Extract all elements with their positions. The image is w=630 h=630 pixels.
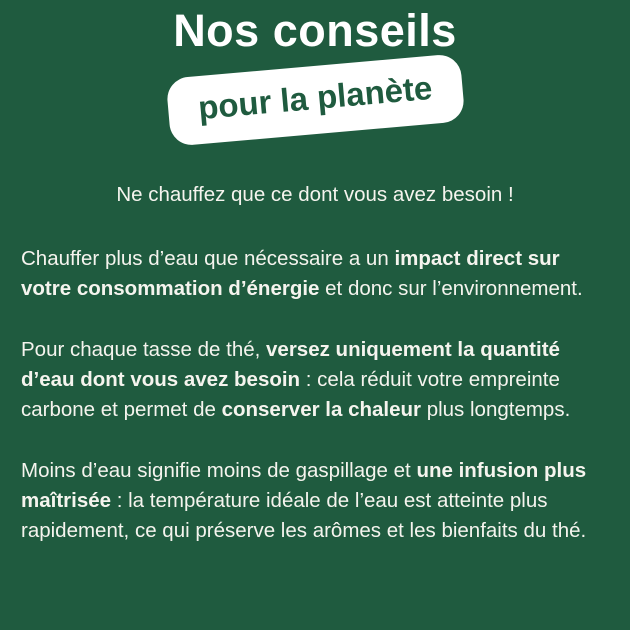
body-paragraphs [21, 244, 609, 546]
title-badge [165, 53, 465, 146]
paragraph-water-quantity [21, 335, 609, 425]
title-badge-container [21, 66, 609, 158]
subtitle: Ne chauffez que ce dont vous avez besoin ! [116, 182, 514, 206]
text-segment: plus longtemps. [421, 398, 571, 422]
bold-segment: une infusion plus maîtrisée [21, 459, 587, 513]
bold-segment: conserver la chaleur [221, 398, 421, 422]
text-segment: : la température idéale de l’eau est atteinte plus rapidement, ce qui préserve les arômes et les bienfaits du thé. [21, 489, 587, 543]
page-title: Nos conseils [173, 5, 457, 56]
paragraph-energy-impact [21, 244, 609, 304]
text-segment: Chauffer plus d’eau que nécessaire a un [21, 247, 395, 271]
text-segment: Pour chaque tasse de thé, [21, 338, 267, 362]
bold-segment: versez uniquement la quantité d’eau dont vous avez besoin [21, 338, 560, 392]
badge-label: pour la planète [196, 68, 434, 126]
paragraph-less-waste [21, 456, 609, 546]
text-segment: Moins d’eau signifie moins de gaspillage et [21, 459, 417, 483]
bold-segment: impact direct sur votre consommation d’énergie [21, 247, 560, 301]
text-segment: et donc sur l’environnement. [319, 277, 583, 301]
text-segment: : cela réduit votre empreinte carbone et permet de [21, 368, 560, 422]
